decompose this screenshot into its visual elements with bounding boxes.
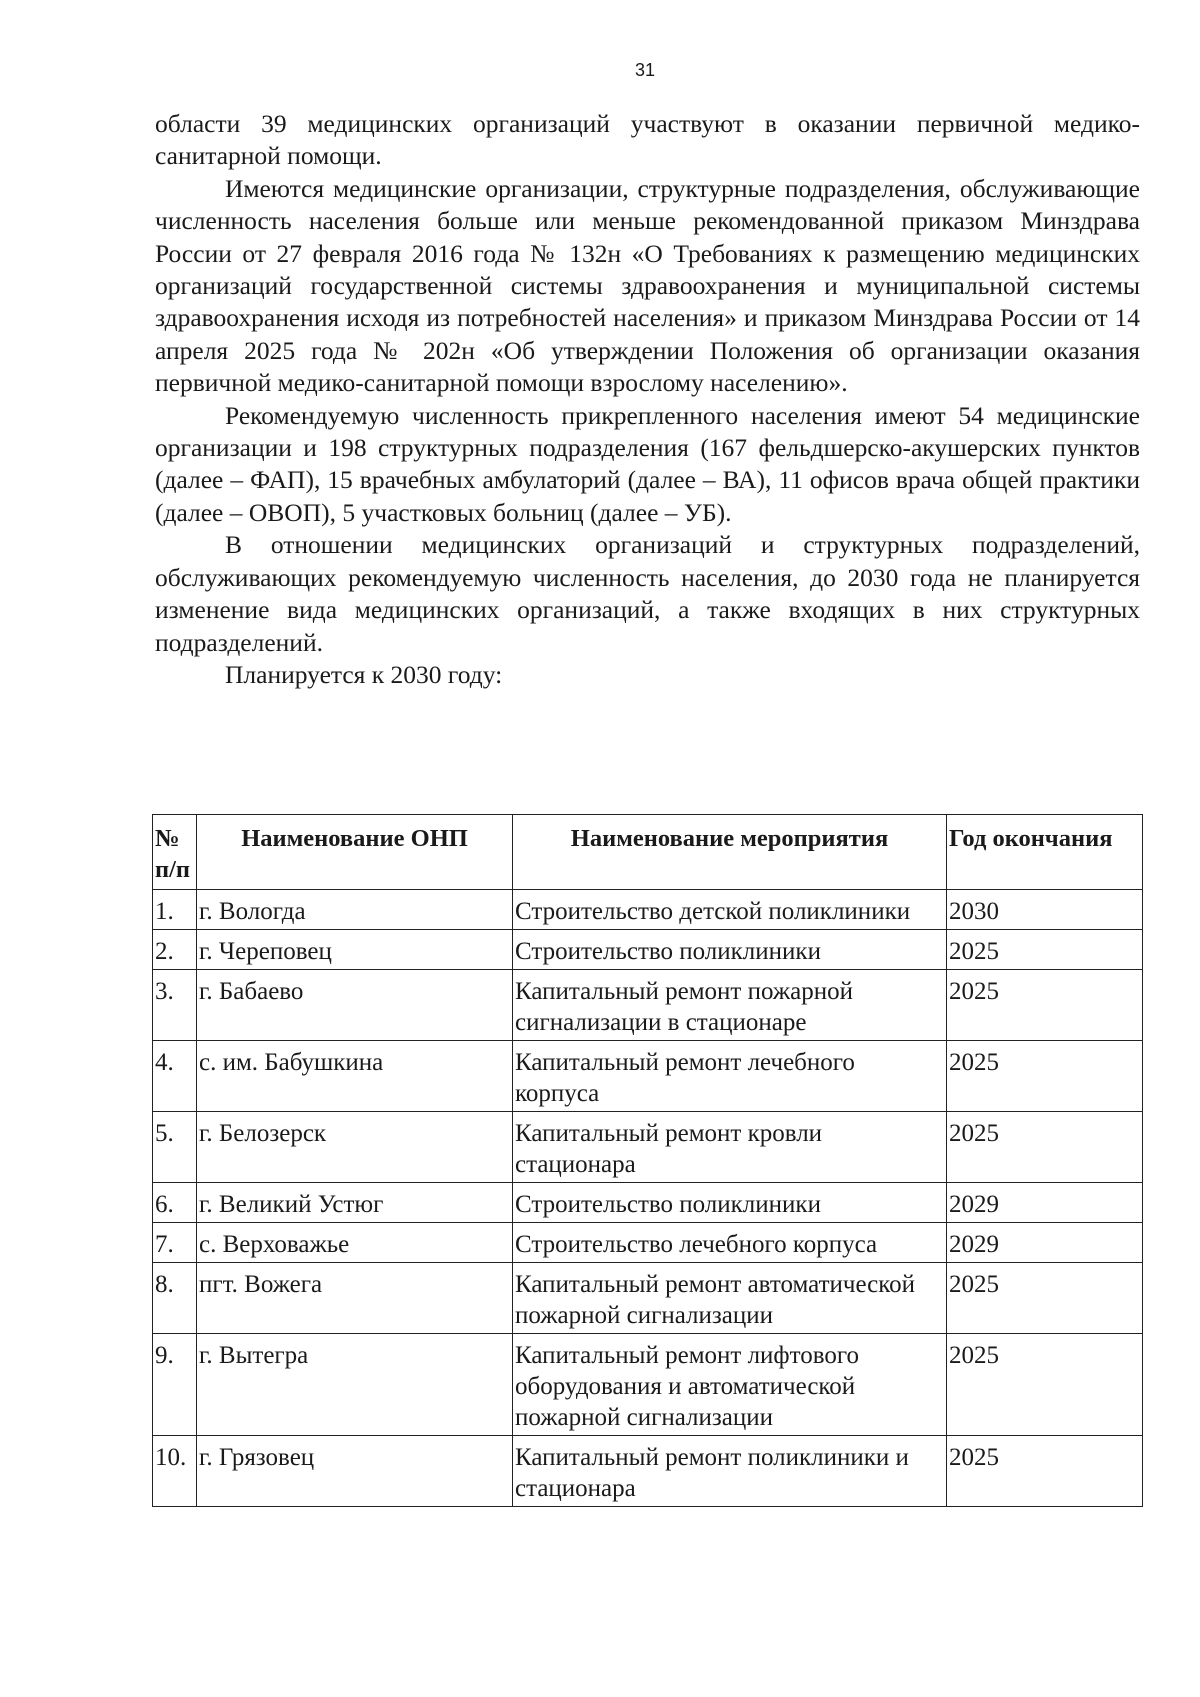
cell-num: 8.: [153, 1263, 197, 1334]
cell-year: 2029: [947, 1183, 1143, 1223]
paragraph: Имеются медицинские организации, структурные подразделения, обслуживающие численность населения больше или меньше рекомендованной приказом Минздрава России от 27 февраля 2016 года № 132н «О Требованиях к размещению медицинских организаций государственной системы здравоохранения и муниципальной системы здравоохранения исходя из потребностей населения» и приказом Минздрава России от 14 апреля 2025 года № 202н «Об утверждении Положения об организации оказания первичной медико-санитарной помощи взрослому населению».: [155, 173, 1140, 398]
cell-event: Капитальный ремонт автоматической пожарной сигнализации: [513, 1263, 947, 1334]
cell-onp: г. Великий Устюг: [197, 1183, 513, 1223]
cell-year: 2025: [947, 1334, 1143, 1436]
table-row: [153, 890, 1143, 930]
cell-onp: г. Череповец: [197, 930, 513, 970]
header-event: Наименование мероприятия: [513, 815, 947, 890]
cell-event: Капитальный ремонт пожарной сигнализации в стационаре: [513, 970, 947, 1041]
cell-event: Капитальный ремонт лифтового оборудования и автоматической пожарной сигнализации: [513, 1334, 947, 1436]
cell-year: 2029: [947, 1223, 1143, 1263]
cell-year: 2025: [947, 1436, 1143, 1507]
cell-num: 5.: [153, 1112, 197, 1183]
cell-year: 2025: [947, 1041, 1143, 1112]
paragraph: области 39 медицинских организаций участвуют в оказании первичной медико-санитарной помощи.: [155, 109, 1140, 171]
cell-onp: г. Вытегра: [197, 1334, 513, 1436]
table-row: [153, 1041, 1143, 1112]
cell-event: Строительство поликлиники: [513, 930, 947, 970]
header-year: Год окончания: [947, 815, 1143, 890]
table-row: [153, 1183, 1143, 1223]
cell-event: Строительство детской поликлиники: [513, 890, 947, 930]
cell-year: 2030: [947, 890, 1143, 930]
cell-onp: пгт. Вожега: [197, 1263, 513, 1334]
cell-onp: с. Верховажье: [197, 1223, 513, 1263]
cell-year: 2025: [947, 1112, 1143, 1183]
table-row: [153, 970, 1143, 1041]
paragraph: Планируется к 2030 году:: [225, 659, 503, 689]
cell-year: 2025: [947, 970, 1143, 1041]
cell-onp: с. им. Бабушкина: [197, 1041, 513, 1112]
cell-num: 1.: [153, 890, 197, 930]
body-text: [155, 108, 1140, 691]
cell-num: 2.: [153, 930, 197, 970]
cell-onp: г. Белозерск: [197, 1112, 513, 1183]
table-row: [153, 1436, 1143, 1507]
cell-onp: г. Грязовец: [197, 1436, 513, 1507]
cell-num: 10.: [153, 1436, 197, 1507]
cell-event: Капитальный ремонт поликлиники и стационара: [513, 1436, 947, 1507]
table-row: [153, 1223, 1143, 1263]
cell-year: 2025: [947, 1263, 1143, 1334]
cell-event: Строительство поликлиники: [513, 1183, 947, 1223]
cell-onp: г. Бабаево: [197, 970, 513, 1041]
table-row: [153, 1334, 1143, 1436]
table-row: [153, 1112, 1143, 1183]
page-number: 31: [634, 60, 656, 80]
cell-num: 3.: [153, 970, 197, 1041]
header-onp: Наименование ОНП: [197, 815, 513, 890]
cell-onp: г. Вологда: [197, 890, 513, 930]
cell-num: 9.: [153, 1334, 197, 1436]
header-num: № п/п: [153, 815, 197, 890]
cell-event: Строительство лечебного корпуса: [513, 1223, 947, 1263]
table-header-row: [153, 815, 1143, 890]
cell-event: Капитальный ремонт кровли стационара: [513, 1112, 947, 1183]
cell-num: 7.: [153, 1223, 197, 1263]
table-row: [153, 930, 1143, 970]
cell-num: 4.: [153, 1041, 197, 1112]
paragraph: В отношении медицинских организаций и структурных подразделений, обслуживающих рекомендуемую численность населения, до 2030 года не планируется изменение вида медицинских организаций, а также входящих в них структурных подразделений.: [155, 530, 1140, 657]
paragraph: Рекомендуемую численность прикрепленного населения имеют 54 медицинские организации и 198 структурных подразделения (167 фельдшерско-акушерских пунктов (далее – ФАП), 15 врачебных амбулаторий (далее – ВА), 11 офисов врача общей практики (далее – ОВОП), 5 участковых больниц (далее – УБ).: [155, 400, 1140, 527]
cell-year: 2025: [947, 930, 1143, 970]
cell-num: 6.: [153, 1183, 197, 1223]
table-row: [153, 1263, 1143, 1334]
cell-event: Капитальный ремонт лечебного корпуса: [513, 1041, 947, 1112]
plan-table: [152, 814, 1143, 1507]
